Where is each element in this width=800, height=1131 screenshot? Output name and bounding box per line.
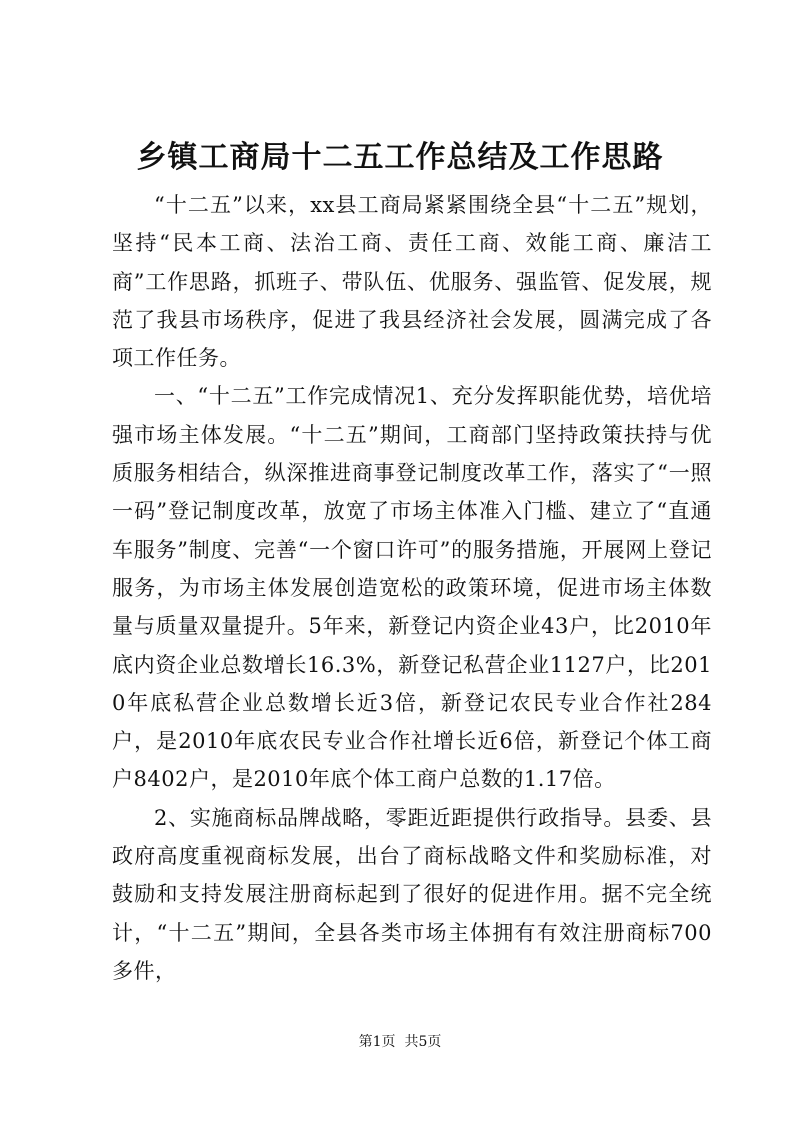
paragraph-section-1: 一、“十二五”工作完成情况1、充分发挥职能优势，培优培强市场主体发展。“十二五”期间，工商部门坚持政策扶持与优质服务相结合，纵深推进商事登记制度改革工作，落实了“一照一码”登记制度改革，放宽了市场主体准入门槛、建立了“直通车服务”制度、完善“一个窗口许可”的服务措施，开展网上登记服务，为市场主体发展创造宽松的政策环境，促进市场主体数量与质量双量提升。5年来，新登记内资企业43户，比2010年底内资企业总数增长16.3%，新登记私营企业1127户，比2010年底私营企业总数增长近3倍，新登记农民专业合作社284户，是2010年底农民专业合作社增长近6倍，新登记个体工商户8402户，是2010年底个体工商户总数的1.17倍。 — [112, 384, 712, 792]
paragraph-intro: “十二五”以来，xx县工商局紧紧围绕全县“十二五”规划，坚持“民本工商、法治工商、责任工商、效能工商、廉洁工商”工作思路，抓班子、带队伍、优服务、强监管、促发展，规范了我县市场秩序，促进了我县经济社会发展，圆满完成了各项工作任务。 — [112, 193, 712, 371]
page-number: 第1页 共5页 — [358, 1034, 442, 1050]
page-footer — [0, 1032, 800, 1052]
paragraph-section-2: 2、实施商标品牌战略，零距近距提供行政指导。县委、县政府高度重视商标发展，出台了商标战略文件和奖励标准，对鼓励和支持发展注册商标起到了很好的促进作用。据不完全统计，“十二五”期间，全县各类市场主体拥有有效注册商标700多件， — [112, 805, 712, 983]
document-title: 乡镇工商局十二五工作总结及工作思路 — [136, 140, 664, 175]
document-body — [112, 186, 712, 990]
